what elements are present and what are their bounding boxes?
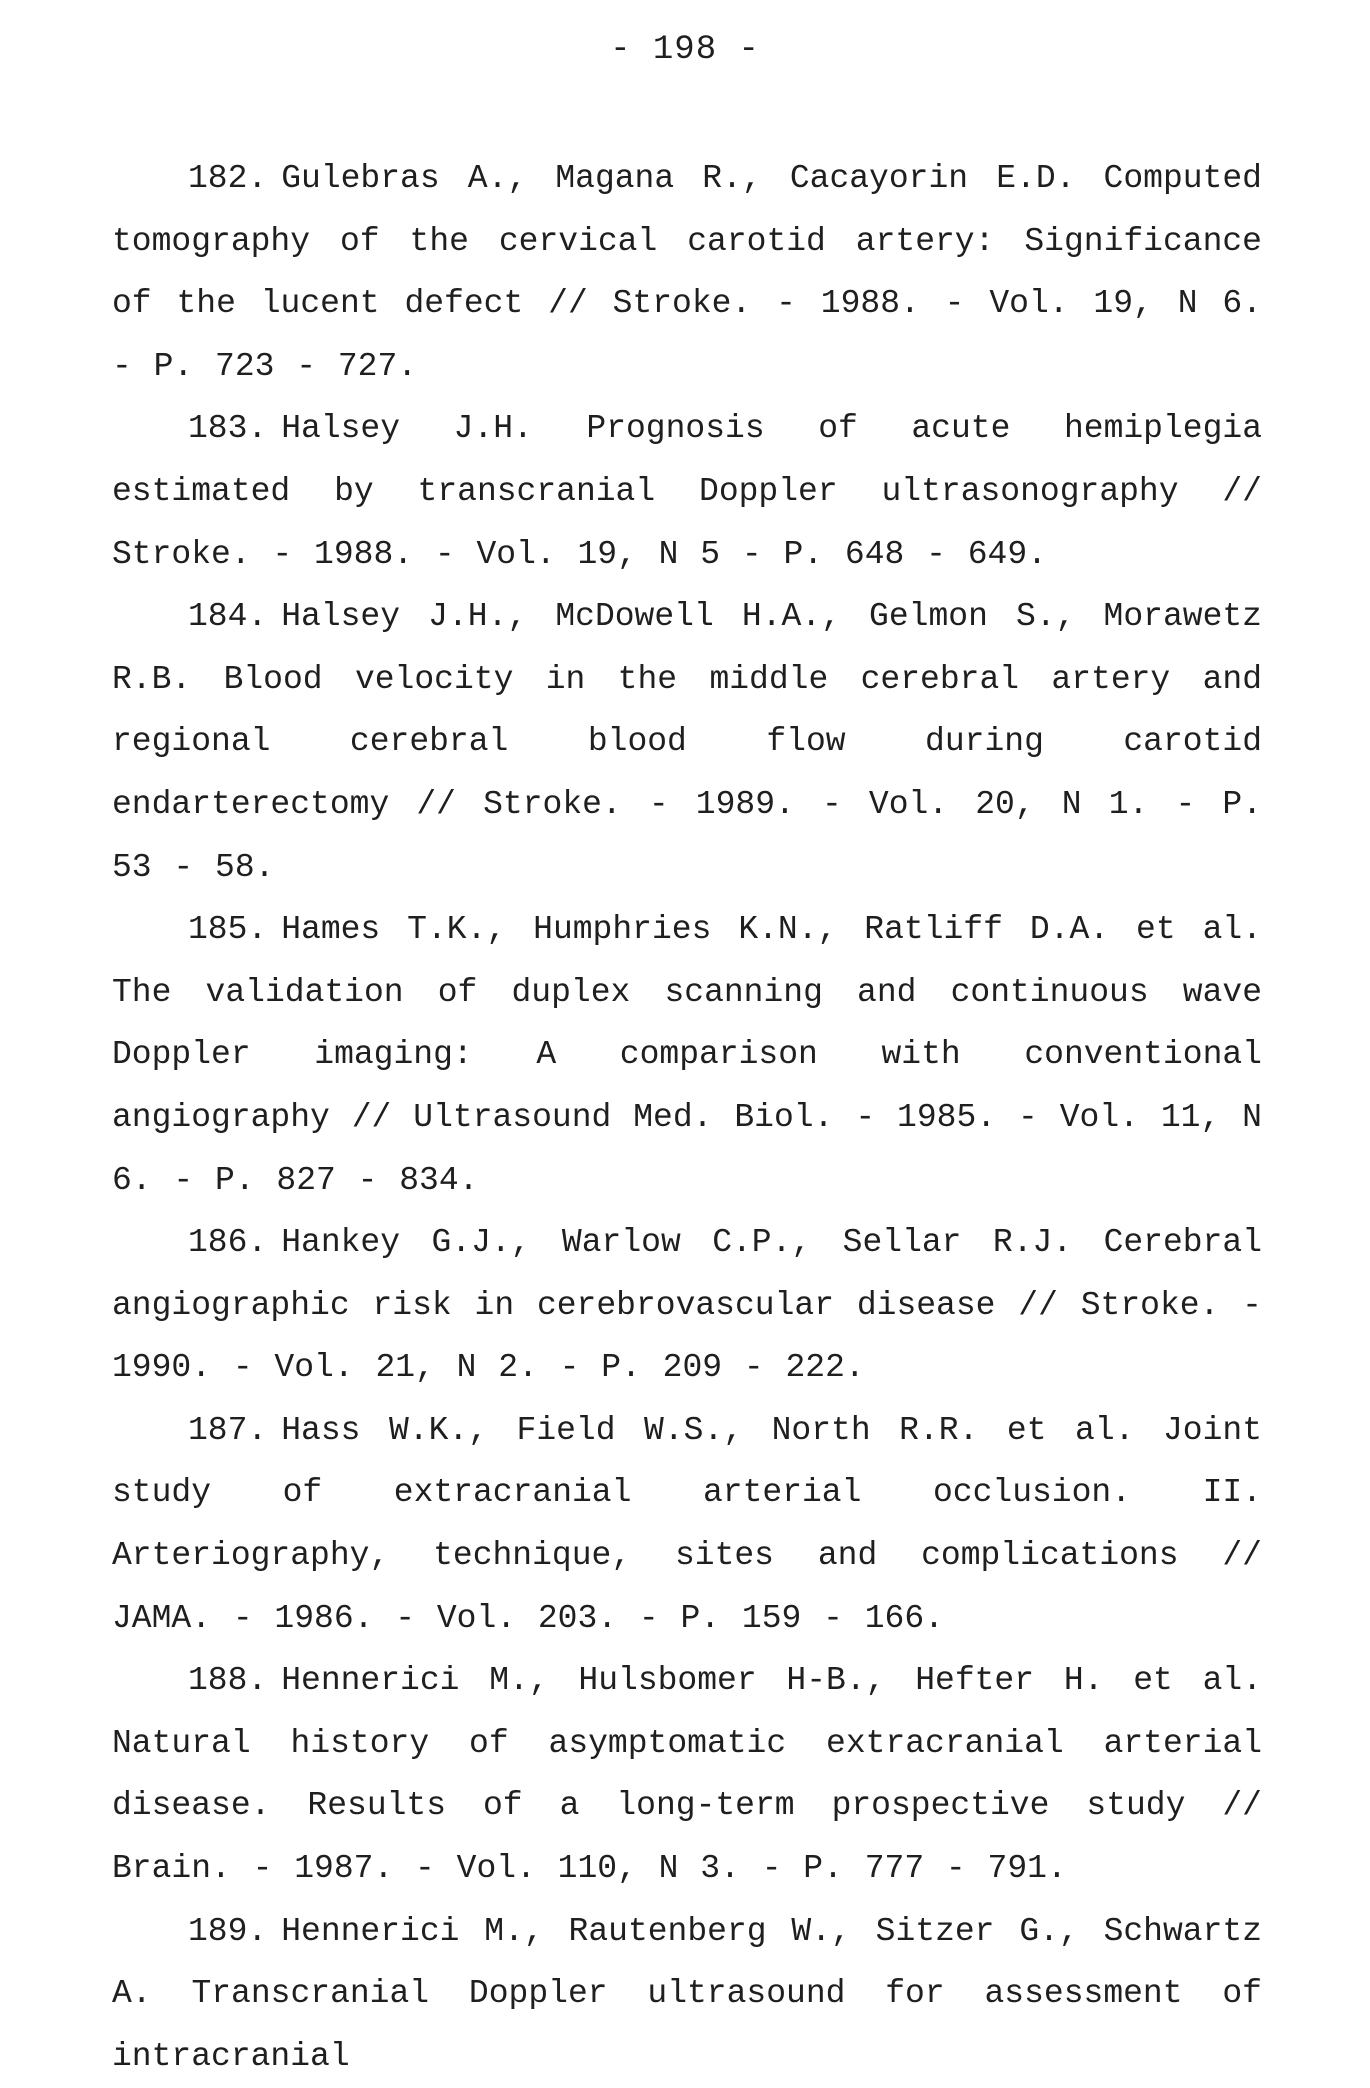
reference-list xyxy=(112,148,1262,2088)
reference-entry-186 xyxy=(112,1212,1262,1400)
reference-text: Gulebras A., Magana R., Cacayorin E.D. Computed tomography of the cervical carotid artery: Significance of the lucent defect // Stroke. - 1988. - Vol. 19, N 6. - P. 723 - 727. xyxy=(112,160,1262,385)
reference-entry-188 xyxy=(112,1650,1262,1900)
reference-text: Halsey J.H. Prognosis of acute hemiplegia estimated by transcranial Doppler ultrasonography // Stroke. - 1988. - Vol. 19, N 5 - P. 648 - 649. xyxy=(112,410,1262,573)
reference-number: 187. xyxy=(188,1411,268,1449)
reference-number: 188. xyxy=(188,1662,268,1700)
reference-text: Hennerici M., Hulsbomer H-B., Hefter H. et al. Natural history of asymptomatic extracranial arterial disease. Results of a long-term prospective study // Brain. - 1987. - Vol. 110, N 3. - P. 777 - 791. xyxy=(112,1662,1262,1888)
reference-entry-187 xyxy=(112,1400,1262,1650)
reference-number: 189. xyxy=(188,1912,268,1950)
reference-number: 183. xyxy=(188,410,268,448)
reference-text: Hennerici M., Rautenberg W., Sitzer G., Schwartz A. Transcranial Doppler ultrasound for assessment of intracranial xyxy=(112,1912,1262,2075)
reference-entry-184 xyxy=(112,586,1262,899)
reference-entry-189 xyxy=(112,1901,1262,2088)
reference-text: Halsey J.H., McDowell H.A., Gelmon S., Morawetz R.B. Blood velocity in the middle cerebral artery and regional cerebral blood flow during carotid endarterectomy // Stroke. - 1989. - Vol. 20, N 1. - P. 53 - 58. xyxy=(112,598,1262,886)
reference-text: Hass W.K., Field W.S., North R.R. et al. Joint study of extracranial arterial occlusion. II. Arteriography, technique, sites and complications // JAMA. - 1986. - Vol. 203. - P. 159 - 166. xyxy=(112,1411,1262,1637)
reference-entry-182 xyxy=(112,148,1262,398)
reference-number: 186. xyxy=(188,1224,268,1262)
reference-number: 182. xyxy=(188,160,268,197)
reference-text: Hankey G.J., Warlow C.P., Sellar R.J. Cerebral angiographic risk in cerebrovascular disease // Stroke. - 1990. - Vol. 21, N 2. - P. 209 - 222. xyxy=(112,1224,1262,1387)
reference-entry-183 xyxy=(112,398,1262,586)
reference-number: 184. xyxy=(188,598,268,636)
page-number: - 198 - xyxy=(610,31,760,69)
reference-text: Hames T.K., Humphries K.N., Ratliff D.A. et al. The validation of duplex scanning and continuous wave Doppler imaging: A comparison with conventional angiography // Ultrasound Med. Biol. - 1985. - Vol. 11, N 6. - P. 827 - 834. xyxy=(112,911,1262,1199)
reference-entry-185 xyxy=(112,899,1262,1212)
reference-number: 185. xyxy=(188,911,268,949)
